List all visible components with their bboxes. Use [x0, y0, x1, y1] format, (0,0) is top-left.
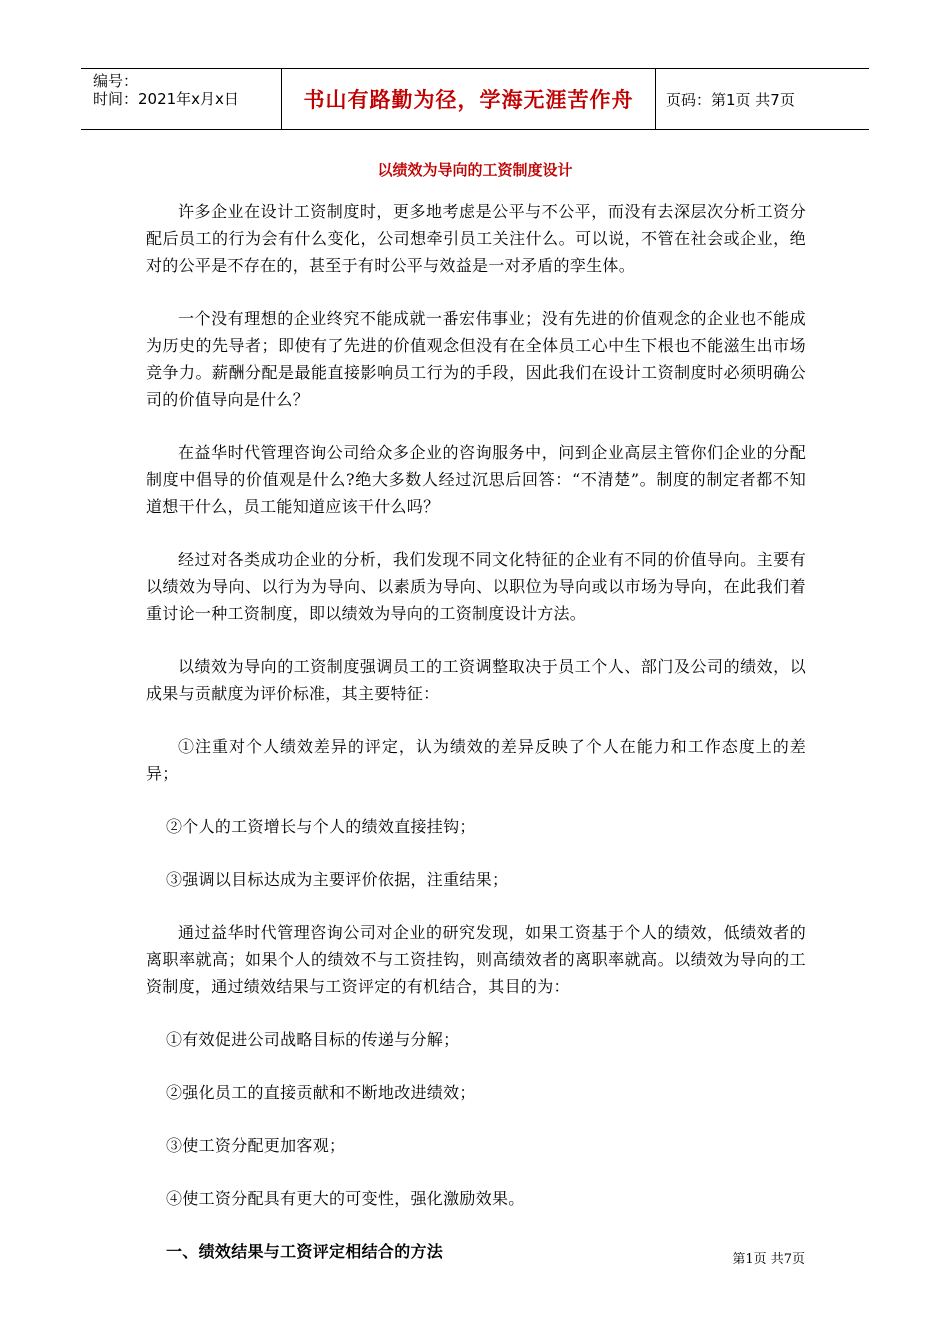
section-heading: 一、绩效结果与工资评定相结合的方法	[166, 1242, 444, 1261]
paragraph: 以绩效为导向的工资制度强调员工的工资调整取决于员工个人、部门及公司的绩效，以成果与贡献度为评价标准，其主要特征：	[146, 657, 806, 703]
document-body	[146, 198, 806, 1291]
purpose-item: ②强化员工的直接贡献和不断地改进绩效；	[166, 1083, 476, 1102]
time-label: 时间：2021年x月x日	[93, 90, 239, 108]
paragraph: 通过益华时代管理咨询公司对企业的研究发现，如果工资基于个人的绩效，低绩效者的离职率就高；如果个人的绩效不与工资挂钩，则高绩效者的离职率就高。以绩效为导向的工资制度，通过绩效结果与工资评定的有机结合，其目的为：	[146, 923, 806, 996]
number-label: 编号：	[93, 72, 139, 90]
feature-item: ③强调以目标达成为主要评价依据，注重结果；	[166, 870, 509, 889]
paragraph: 在益华时代管理咨询公司给众多企业的咨询服务中，问到企业高层主管你们企业的分配制度中倡导的价值观是什么?绝大多数人经过沉思后回答：“不清楚”。制度的制定者都不知道想干什么，员工能知道应该干什么吗？	[146, 443, 806, 516]
header-table	[81, 68, 869, 130]
purpose-item: ①有效促进公司战略目标的传递与分解；	[166, 1030, 460, 1049]
document-title: 以绩效为导向的工资制度设计	[377, 161, 573, 179]
paragraph: 经过对各类成功企业的分析，我们发现不同文化特征的企业有不同的价值导向。主要有以绩效为导向、以行为为导向、以素质为导向、以职位为导向或以市场为导向，在此我们着重讨论一种工资制度，即以绩效为导向的工资制度设计方法。	[146, 550, 806, 623]
header-page-info: 页码：第1页 共7页	[666, 90, 795, 109]
feature-item: ①注重对个人绩效差异的评定，认为绩效的差异反映了个人在能力和工作态度上的差异；	[146, 737, 806, 783]
feature-item: ②个人的工资增长与个人的绩效直接挂钩；	[166, 817, 476, 836]
purpose-item: ④使工资分配具有更大的可变性，强化激励效果。	[166, 1189, 525, 1208]
paragraph: 许多企业在设计工资制度时，更多地考虑是公平与不公平，而没有去深层次分析工资分配后员工的行为会有什么变化，公司想牵引员工关注什么。可以说，不管在社会或企业，绝对的公平是不存在的，甚至于有时公平与效益是一对矛盾的孪生体。	[146, 202, 806, 275]
header-motto: 书山有路勤为径，学海无涯苦作舟	[281, 69, 656, 129]
footer-page-info: 第1页 共7页	[732, 1252, 805, 1267]
paragraph: 一个没有理想的企业终究不能成就一番宏伟事业；没有先进的价值观念的企业也不能成为历史的先导者；即使有了先进的价值观念但没有在全体员工心中生下根也不能滋生出市场竞争力。薪酬分配是最能直接影响员工行为的手段，因此我们在设计工资制度时必须明确公司的价值导向是什么？	[146, 309, 806, 409]
header-meta	[81, 69, 281, 129]
purpose-item: ③使工资分配更加客观；	[166, 1136, 346, 1155]
